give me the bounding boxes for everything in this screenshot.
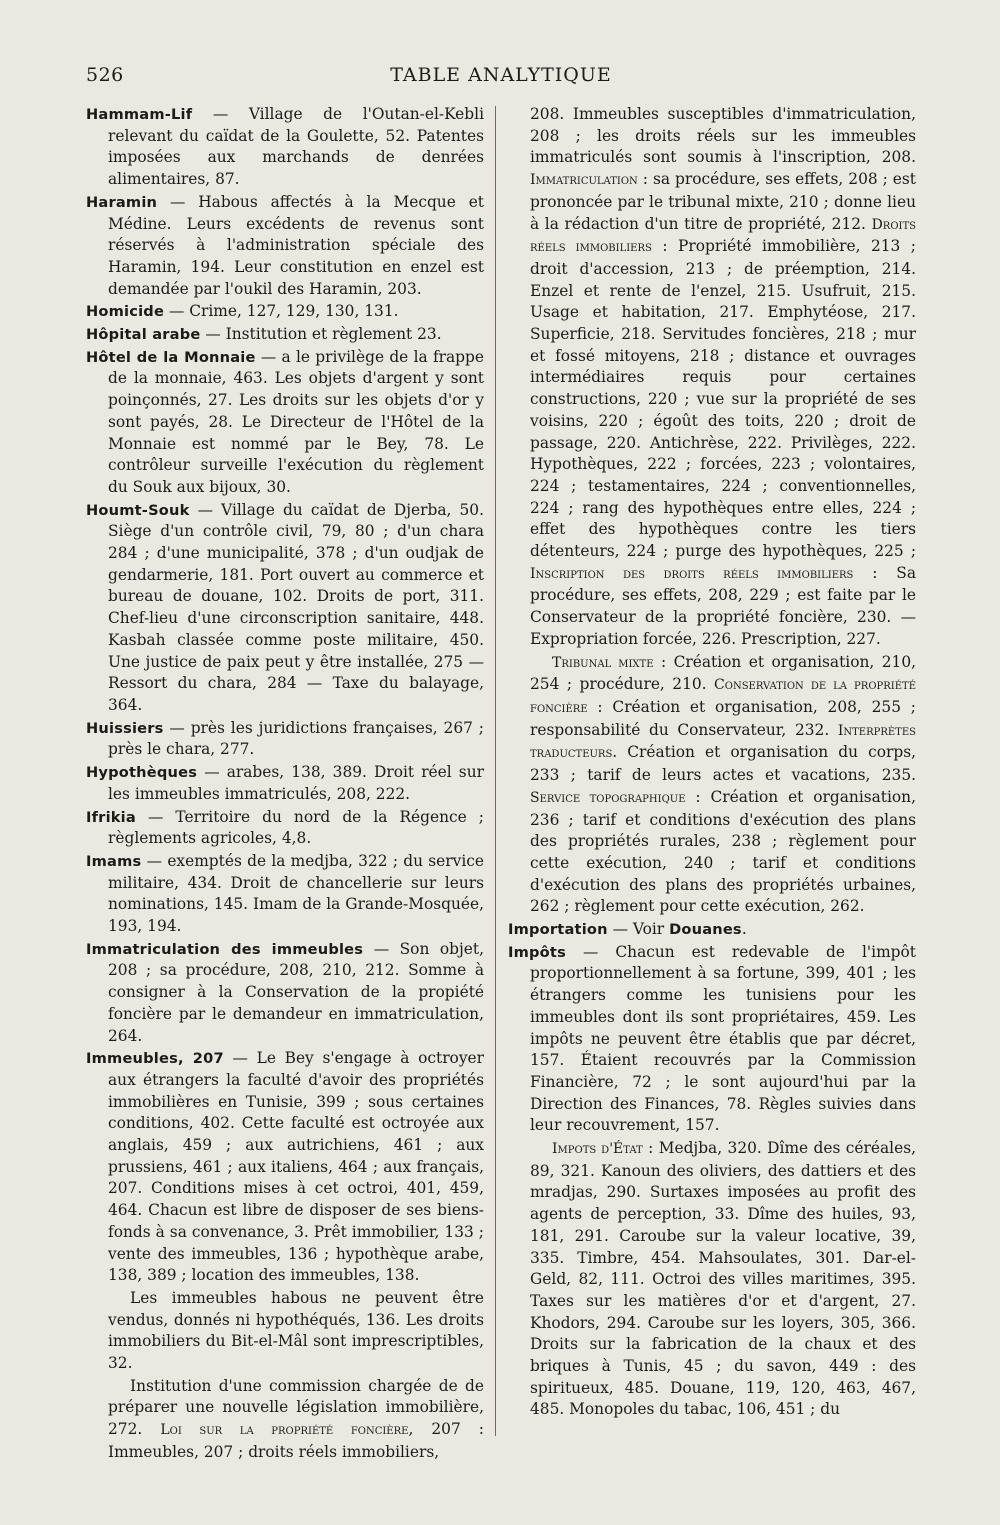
entry-subparagraph — [86, 1376, 484, 1464]
entry-text: Territoire du nord de la Régence ; règlements agricoles, 4,8. — [108, 807, 484, 848]
entry-separator: — — [200, 325, 226, 344]
cross-reference: Douanes — [669, 921, 742, 939]
left-column — [86, 104, 484, 1465]
small-caps-subheading: Droits réels immobiliers — [530, 216, 916, 256]
entry-headword: Hypothèques — [86, 764, 198, 782]
text-run: Institution d'une commission chargée de de préparer une nouvelle législation immobilière, 272. — [108, 1376, 484, 1439]
page-header — [86, 64, 916, 98]
small-caps-subheading: Inscription des droits réels immobiliers — [530, 565, 854, 582]
entry-text: arabes, 138, 389. Droit réel sur les immeubles immatriculés, 208, 222. — [108, 763, 484, 803]
index-entry — [86, 104, 484, 191]
small-caps-subheading: Immatriculation — [530, 172, 638, 189]
index-entry — [86, 301, 484, 323]
entry-text: a le privilège de la frappe de la monnaie, 463. Les objets d'argent y sont poinçonnés, 27. Les droits sur les objets d'or y sont payés, 28. Le Directeur de l'Hôtel de la Monnaie est nommé par le Bey, 78. Le contrôleur surveille l'exécution du règlement du Souk aux bijoux, 30. — [108, 347, 484, 496]
text-run: , 207 : Immeubles, 207 ; droits réels immobiliers, — [108, 1420, 484, 1461]
entry-subparagraph — [508, 652, 916, 918]
text-run: 208. Immeubles susceptibles d'immatriculation, 208 ; les droits réels sur les immeubles immatriculés sont soumis à l'inscription, 208. — [530, 105, 916, 167]
index-entry — [508, 942, 916, 1137]
entry-headword: Hôtel de la Monnaie — [86, 348, 256, 366]
text-run: Les immeubles habous ne peuvent être vendus, donnés ni hypothéqués, 136. Les droits immobiliers du Bit-el-Mâl sont imprescriptibles, 32. — [108, 1288, 484, 1373]
index-entry — [508, 919, 916, 941]
entry-separator: — — [189, 500, 222, 519]
entry-separator: — — [192, 105, 249, 123]
entry-headword: Immatriculation des immeubles — [86, 940, 364, 958]
entry-separator: — — [164, 302, 190, 321]
entry-subparagraph — [86, 1288, 484, 1375]
entry-separator: — — [565, 942, 616, 961]
entry-text: exemptés de la medjba, 322 ; du service militaire, 434. Droit de chancellerie sur leurs nominations, 145. Imam de la Grande-Mosquée, 193, 194. — [108, 851, 484, 936]
small-caps-subheading: Impots d'État — [552, 1141, 643, 1158]
small-caps-subheading: Service topographique — [530, 789, 686, 806]
index-entry — [86, 347, 484, 499]
entry-headword: Imams — [86, 852, 142, 870]
small-caps-subheading: Loi sur la propriété foncière — [160, 1422, 409, 1439]
entry-text: Le Bey s'engage à octroyer aux étrangers la faculté d'avoir des propriétés immobilières en Tunisie, 399 ; sous certaines conditions, 402. Cette faculté est octroyée aux anglais, 459 ; aux autrichiens, 461 ; aux prussiens, 461 ; aux italiens, 464 ; aux français, 207. Conditions mises à cet octroi, 401, 459, 464. Chacun est libre de disposer de ses biens-fonds à sa convenance, 3. Prêt immobilier, 133 ; vente des immeubles, 136 ; hypothèque arabe, 138, 389 ; location des immeubles, 138. — [108, 1049, 484, 1285]
entry-separator: — — [157, 192, 199, 211]
entry-separator: — — [197, 763, 227, 782]
entry-headword: Hammam-Lif — [86, 106, 193, 123]
index-entry — [86, 500, 484, 717]
index-entry — [86, 807, 484, 850]
text-run: : Medjba, 320. Dîme des céréales, 89, 321. Kanoun des oliviers, des dattiers et des mradjas, 290. Surtaxes imposées au profit des agents de perception, 33. Dîme des huiles, 93, 181, 291. Caroube sur la valeur locative, 39, 335. Timbre, 454. Mahsoulates, 301. Dar-el-Geld, 82, 111. Octroi des villes maritimes, 395. Taxes sur les matières d'or et d'argent, 27. Khodors, 294. Caroube sur les loyers, 305, 366. Droits sur la fabrication de la chaux et des briques à Tunis, 45 ; du savon, 449 : des spiritueux, 485. Douane, 119, 120, 463, 467, 485. Monopoles du tabac, 106, 451 ; du — [530, 1139, 916, 1419]
entry-text: près les juridictions françaises, 267 ; près le chara, 277. — [108, 718, 484, 759]
entry-text: Crime, 127, 129, 130, 131. — [189, 302, 399, 321]
text-run: : Propriété immobilière, 213 ; droit d'accession, 213 ; de préemption, 214. Enzel et rente de l'enzel, 215. Usufruit, 215. Usage et habitation, 217. Emphytéose, 217. Superficie, 218. Servitudes foncières, 218 ; mur et fossé mitoyens, 218 ; distance et ouvrages intermédiaires requis pour certaines constructions, 220 ; vue sur la propriété de ses voisins, 220 ; égoût des toits, 220 ; droit de passage, 220. Antichrèse, 222. Privilèges, 222. Hypothèques, 222 ; forcées, 223 ; volontaires, 224 ; testamentaires, 224 ; conventionnelles, 224 ; rang des hypothèques entre elles, 224 ; effet des hypothèques contre les tiers détenteurs, 224 ; purge des hypothèques, 225 ; — [530, 237, 916, 561]
entry-text: Habous affectés à la Mecque et Médine. Leurs excédents de revenus sont réservés à l'administration spéciale des Haramin, 194. Leur constitution en enzel est demandée par l'oukil des Haramin, 203. — [108, 192, 484, 298]
entry-subparagraph — [508, 1138, 916, 1421]
entry-separator: — — [255, 347, 282, 366]
entry-separator: — — [135, 807, 176, 826]
text-run: . Création et organisation du corps, 233 ; tarif de leurs actes et vacations, 235. — [530, 743, 916, 785]
entry-headword: Homicide — [86, 303, 165, 321]
index-entry — [86, 762, 484, 805]
entry-headword: Importation — [508, 921, 608, 939]
text-run: : Création et organisation, 236 ; tarif et conditions d'exécution des plans des propriétés rurales, 238 ; règlement pour cette exécution, 240 ; tarif et conditions d'exécution des plans des propriétés urbaines, 262 ; règlement pour cette exécution, 262. — [530, 787, 916, 916]
entry-headword: Ifrikia — [86, 808, 136, 826]
entry-text: Village de l'Outan-el-Kebli relevant du caïdat de la Goulette, 52. Patentes imposées aux marchands de denrées alimentaires, 87. — [108, 105, 484, 189]
entry-separator: — — [607, 920, 633, 939]
index-entry — [86, 718, 484, 761]
column-divider — [495, 106, 496, 1436]
small-caps-subheading: Interprètes traducteurs — [530, 722, 916, 762]
index-entry — [86, 1048, 484, 1287]
continued-entry-text — [508, 104, 916, 651]
right-column — [508, 104, 916, 1422]
text-run: : Création et organisation, 210, 254 ; procédure, 210. — [530, 652, 917, 694]
text-run: : sa procédure, ses effets, 208 ; est prononcée par le tribunal mixte, 210 ; donne lieu à la rédaction d'un titre de propriété, 212. — [530, 170, 916, 233]
entry-headword: Immeubles, 207 — [86, 1050, 224, 1068]
entry-headword: Huissiers — [86, 719, 164, 737]
index-entry — [86, 851, 484, 938]
entry-headword: Hôpital arabe — [86, 326, 201, 344]
entry-separator: — — [141, 851, 168, 870]
entry-headword: Houmt-Souk — [86, 501, 190, 519]
entry-text: Chacun est redevable de l'impôt proportionnellement à sa fortune, 399, 401 ; les étrangers comme les tunisiens pour les immeubles dont ils sont propriétaires, 459. Les impôts ne peuvent être établis que par décret, 157. Étaient recouvrés par la Commission Financière, 72 ; le sont aujourd'hui par la Direction des Finances, 78. Règles suivies dans leur recouvrement, 157. — [530, 942, 916, 1135]
entry-separator: — — [163, 718, 191, 737]
entry-headword: Haramin — [86, 193, 158, 211]
text-run: : Création et organisation, 208, 255 ; responsabilité du Conservateur, 232. — [530, 697, 916, 739]
entry-text: Village du caïdat de Djerba, 50. Siège d'un contrôle civil, 79, 80 ; d'un chara 284 ; d'une municipalité, 378 ; d'un oudjak de gendarmerie, 181. Port ouvert au commerce et bureau de douane, 102. Droits de port, 311. Chef-lieu d'une circonscription sanitaire, 448. Kasbah classée comme poste militaire, 450. Une justice de paix peut y être installée, 275 — Ressort du chara, 284 — Taxe du balayage, 364. — [108, 500, 484, 714]
entry-end: . — [741, 920, 747, 939]
small-caps-subheading: Tribunal mixte — [552, 654, 654, 671]
entry-separator: — — [223, 1049, 257, 1068]
index-entry — [86, 939, 484, 1048]
entry-headword: Impôts — [508, 943, 566, 961]
entry-text: Institution et règlement 23. — [225, 325, 442, 344]
index-entry — [86, 192, 484, 301]
entry-text: Voir — [632, 920, 670, 939]
text-run: : Sa procédure, ses effets, 208, 229 ; est faite par le Conservateur de la propriété foncière, 230. — Expropriation forcée, 226. Prescription, 227. — [530, 563, 916, 648]
page-number: 526 — [86, 64, 124, 86]
running-title: TABLE ANALYTIQUE — [390, 64, 612, 86]
entry-text: Son objet, 208 ; sa procédure, 208, 210, 212. Somme à consigner à la Conservation de la propiété foncière par le demandeur en immatriculation, 264. — [108, 939, 484, 1045]
index-entry — [86, 324, 484, 346]
small-caps-subheading: Conservation de la propriété foncière — [530, 677, 916, 716]
entry-separator: — — [363, 939, 400, 958]
